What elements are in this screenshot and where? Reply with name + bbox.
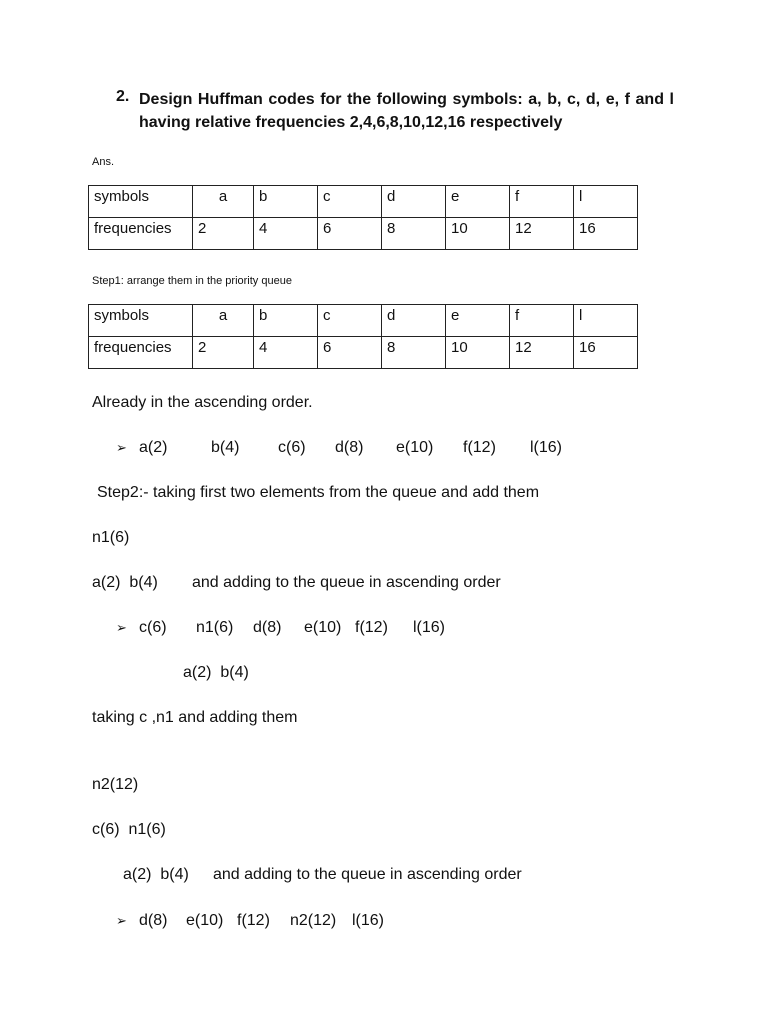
queue-item: d(8) <box>253 619 282 636</box>
table-cell: 10 <box>446 218 510 250</box>
table-cell: l <box>574 186 638 218</box>
table-cell: f <box>510 186 574 218</box>
arrow-bullet-icon: ➢ <box>116 620 127 635</box>
n1-children: a(2) b(4) <box>123 866 189 883</box>
table-cell: 10 <box>446 337 510 369</box>
table-cell: b <box>254 305 318 337</box>
queue-item: d(8) <box>335 439 364 456</box>
table-cell: 2 <box>193 218 254 250</box>
symbols-header: symbols <box>89 186 193 218</box>
question-number: 2. <box>116 88 130 105</box>
queue-item: e(10) <box>396 439 434 456</box>
table-cell: c <box>318 305 382 337</box>
table-row <box>89 186 638 218</box>
table-cell: d <box>382 305 446 337</box>
queue-item: e(10) <box>304 619 342 636</box>
queue-item: c(6) <box>278 439 306 456</box>
queue-item: n2(12) <box>290 912 337 929</box>
table-cell: a <box>193 305 254 337</box>
queue-item: l(16) <box>352 912 385 929</box>
table-cell: 12 <box>510 218 574 250</box>
arrow-bullet-icon: ➢ <box>116 440 127 455</box>
queue-item: l(16) <box>413 619 446 636</box>
n1-children: a(2) b(4) <box>92 574 158 591</box>
table-cell: 2 <box>193 337 254 369</box>
queue-item: f(12) <box>463 439 496 456</box>
adding-queue-text: and adding to the queue in ascending order <box>192 574 501 591</box>
table-cell: 8 <box>382 218 446 250</box>
table-cell: e <box>446 305 510 337</box>
queue-item: f(12) <box>355 619 388 636</box>
frequency-table-1 <box>88 185 638 250</box>
table-cell: b <box>254 186 318 218</box>
step1-text: Step1: arrange them in the priority queue <box>92 275 292 287</box>
table-cell: 16 <box>574 337 638 369</box>
frequencies-header: frequencies <box>89 218 193 250</box>
table-cell: 8 <box>382 337 446 369</box>
table-row <box>89 218 638 250</box>
queue-item: l(16) <box>530 439 563 456</box>
n1-children: a(2) b(4) <box>183 664 249 681</box>
table-cell: 6 <box>318 337 382 369</box>
question-text: Design Huffman codes for the following symbols: a, b, c, d, e, f and l having relative frequencies 2,4,6,8,10,12,16 respectively <box>139 91 674 131</box>
table-row <box>89 305 638 337</box>
node-n2: n2(12) <box>92 776 139 793</box>
arrow-bullet-icon: ➢ <box>116 913 127 928</box>
ans-label: Ans. <box>92 156 115 168</box>
table-cell: d <box>382 186 446 218</box>
queue-item: c(6) <box>139 619 167 636</box>
table-cell: a <box>193 186 254 218</box>
table-cell: f <box>510 305 574 337</box>
queue-item: f(12) <box>237 912 270 929</box>
table-cell: e <box>446 186 510 218</box>
table-row <box>89 337 638 369</box>
table-cell: c <box>318 186 382 218</box>
queue-item: e(10) <box>186 912 224 929</box>
queue-item: a(2) <box>139 439 168 456</box>
queue-item: n1(6) <box>196 619 234 636</box>
symbols-header: symbols <box>89 305 193 337</box>
frequency-table-2 <box>88 304 638 369</box>
taking-c-text: taking c ,n1 and adding them <box>92 709 298 726</box>
table-cell: 4 <box>254 218 318 250</box>
table-cell: 6 <box>318 218 382 250</box>
queue-item: b(4) <box>211 439 240 456</box>
table-cell: l <box>574 305 638 337</box>
table-cell: 4 <box>254 337 318 369</box>
step2-text: Step2:- taking first two elements from the queue and add them <box>97 484 540 501</box>
node-n1: n1(6) <box>92 529 130 546</box>
queue-item: d(8) <box>139 912 168 929</box>
adding-queue-text: and adding to the queue in ascending order <box>213 866 522 883</box>
table-cell: 16 <box>574 218 638 250</box>
n2-children: c(6) n1(6) <box>92 821 166 838</box>
frequencies-header: frequencies <box>89 337 193 369</box>
table-cell: 12 <box>510 337 574 369</box>
already-ascending-text: Already in the ascending order. <box>92 394 313 411</box>
